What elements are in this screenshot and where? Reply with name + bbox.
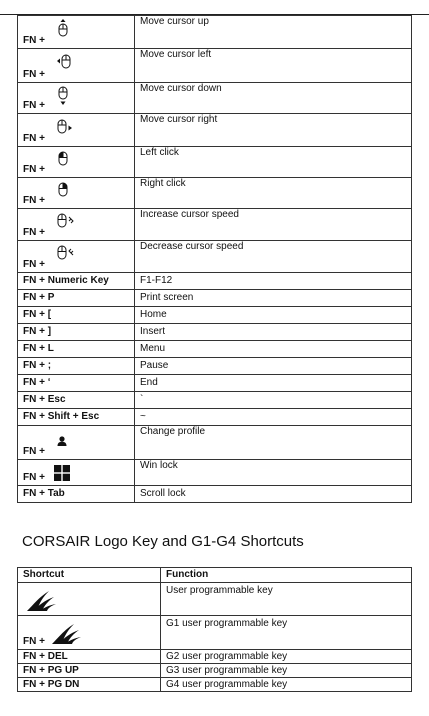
table-row [18, 650, 412, 664]
corsair-logo-icon [25, 587, 57, 613]
function-cell: Insert [135, 324, 412, 341]
shortcut-cell [18, 460, 135, 486]
mouse-up-icon [56, 18, 70, 38]
table-row [18, 147, 412, 178]
function-cell: Menu [135, 341, 412, 358]
shortcut-key: FN + [23, 446, 45, 457]
mouse-down-icon [56, 85, 70, 107]
mouse-speed-up-icon [56, 211, 76, 231]
shortcut-cell [18, 583, 161, 616]
shortcut-cell [18, 209, 135, 241]
shortcut-key: FN + ] [18, 324, 135, 341]
shortcut-key: FN + DEL [18, 650, 161, 664]
shortcut-key: FN + ‘ [18, 375, 135, 392]
section-heading: CORSAIR Logo Key and G1-G4 Shortcuts [22, 533, 304, 550]
table-row [18, 409, 412, 426]
table-row [18, 341, 412, 358]
function-cell: User programmable key [161, 583, 412, 616]
shortcut-key: FN + Esc [18, 392, 135, 409]
mouse-speed-down-icon [56, 243, 76, 263]
table-row [18, 114, 412, 147]
shortcut-key: FN + [ [18, 307, 135, 324]
function-cell: Change profile [135, 426, 412, 460]
mouse-right-icon [56, 116, 74, 136]
function-cell: Move cursor up [135, 16, 412, 49]
function-cell: Move cursor down [135, 83, 412, 114]
shortcut-cell [18, 147, 135, 178]
shortcut-key: FN + [23, 35, 45, 46]
table-row [18, 664, 412, 678]
function-cell: G2 user programmable key [161, 650, 412, 664]
table-row [18, 426, 412, 460]
function-cell: Scroll lock [135, 486, 412, 503]
table-row [18, 178, 412, 209]
table-row [18, 83, 412, 114]
shortcut-key: FN + [23, 636, 45, 647]
function-cell: Decrease cursor speed [135, 241, 412, 273]
function-cell: ` [135, 392, 412, 409]
logo-shortcuts-table [17, 567, 412, 692]
shortcut-key: FN + L [18, 341, 135, 358]
table-row [18, 375, 412, 392]
function-cell: Left click [135, 147, 412, 178]
table-row [18, 49, 412, 83]
shortcut-key: FN + [23, 195, 45, 206]
shortcut-key: FN + P [18, 290, 135, 307]
table-row [18, 307, 412, 324]
function-cell: F1-F12 [135, 273, 412, 290]
shortcut-cell [18, 49, 135, 83]
shortcut-cell [18, 83, 135, 114]
function-cell: Print screen [135, 290, 412, 307]
table-row [18, 273, 412, 290]
shortcut-cell [18, 178, 135, 209]
shortcut-key: FN + [23, 133, 45, 144]
shortcut-key: FN + [23, 69, 45, 80]
table-row [18, 16, 412, 49]
shortcut-cell [18, 241, 135, 273]
mouse-right-click-icon [56, 180, 70, 200]
table-row [18, 460, 412, 486]
table-row [18, 392, 412, 409]
shortcut-key: FN + [23, 259, 45, 270]
shortcut-key: FN + [23, 164, 45, 175]
table-row [18, 616, 412, 650]
function-cell: Move cursor right [135, 114, 412, 147]
function-cell: G1 user programmable key [161, 616, 412, 650]
windows-logo-icon [54, 465, 70, 481]
function-cell: Pause [135, 358, 412, 375]
table-row [18, 324, 412, 341]
shortcut-key: FN + Shift + Esc [18, 409, 135, 426]
function-cell: Home [135, 307, 412, 324]
shortcut-cell [18, 114, 135, 147]
function-cell: ~ [135, 409, 412, 426]
column-header-function: Function [161, 568, 412, 583]
shortcut-key: FN + Numeric Key [18, 273, 135, 290]
shortcut-cell [18, 426, 135, 460]
shortcut-cell [18, 16, 135, 49]
function-cell: G3 user programmable key [161, 664, 412, 678]
table-row [18, 678, 412, 692]
table-row [18, 486, 412, 503]
function-cell: Increase cursor speed [135, 209, 412, 241]
mouse-left-icon [56, 51, 74, 71]
function-cell: Right click [135, 178, 412, 209]
shortcut-key: FN + ; [18, 358, 135, 375]
table-header-row [18, 568, 412, 583]
function-cell: G4 user programmable key [161, 678, 412, 692]
function-cell: Move cursor left [135, 49, 412, 83]
shortcuts-table [17, 15, 412, 503]
function-cell: End [135, 375, 412, 392]
profile-icon [56, 435, 68, 447]
table-row [18, 583, 412, 616]
mouse-left-click-icon [56, 149, 70, 169]
column-header-shortcut: Shortcut [18, 568, 161, 583]
shortcut-key: FN + [23, 227, 45, 238]
function-cell: Win lock [135, 460, 412, 486]
shortcut-key: FN + PG UP [18, 664, 161, 678]
corsair-logo-icon [50, 620, 82, 646]
table-row [18, 290, 412, 307]
shortcut-cell [18, 616, 161, 650]
shortcut-key: FN + PG DN [18, 678, 161, 692]
shortcut-key: FN + Tab [18, 486, 135, 503]
table-row [18, 241, 412, 273]
table-row [18, 358, 412, 375]
shortcut-key: FN + [23, 100, 45, 111]
table-row [18, 209, 412, 241]
shortcut-key: FN + [23, 472, 45, 483]
